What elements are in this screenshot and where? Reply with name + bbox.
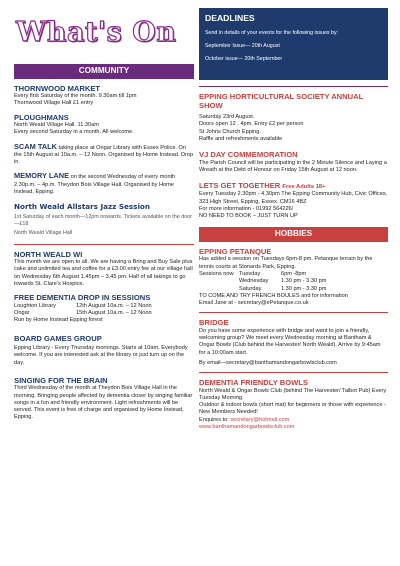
vj-day [199,150,388,174]
horticultural-line: Saturday 23rd August. [199,113,255,120]
scam-talk-heading: SCAM TALK [14,141,57,151]
dementia-place: Ongar [14,309,30,316]
bowls-email-link[interactable]: secretary@hotmail.com [230,416,290,423]
dementia-bowls [199,378,388,431]
horticultural-line: St Johns Church Epping. [199,128,261,135]
bowls-enquiries-label: Enquires to: [199,416,231,423]
dementia-when: 12th August 10a.m. – 12 Noon [76,302,152,309]
thornwood-market [14,84,194,108]
ploughmans-line: North Weald Village Hall. 11.30am [14,122,99,129]
thornwood-market-heading: THORNWOOD MARKET [14,83,101,93]
petanque-sessions [199,271,328,293]
together-line: For more information - 01992 564226/ [199,205,294,212]
right-column [199,8,388,431]
jazz-session-line: 1st Saturday of each month—12pm onwards. Tickets available on the door—£18 [14,213,192,227]
dementia-drop-in-footer: Run by Home Instead Epping forest [14,317,103,324]
north-weald-wi-text: This month we are open to all. We are having a Bring and Buy Sale plus cake and unlimited tea and coffee for a £3.00 entry fee at our village hall on Wednesday 6th August 1.45pm – 3.45 pm. Half of all takings to go towards St. Clare's Hospice. [14,259,193,287]
hobbies-banner: HOBBIES [199,227,388,242]
lets-get-together [199,181,388,220]
divider [199,86,388,87]
deadlines-heading: DEADLINES [205,13,255,23]
singing-heading: SINGING FOR THE BRAIN [14,375,108,385]
petanque-heading: EPPING PETANQUE [199,247,272,256]
table-row [199,286,328,293]
divider [14,244,194,245]
deadlines-intro: Send in details of your events for the following issues by: [205,30,339,37]
board-games-text: Epping Library - Every Thursday mornings. Starts at 10am. Everybody welcome. If you are interested ask at the library or just turn up on the day. [14,345,188,366]
together-line: NO NEED TO BOOK – JUST TURN UP [199,213,298,220]
together-subheading: Free Adults 18+ [282,184,326,191]
vj-day-text: The Parish Council will be participating in the 2 Minute Silence and Laying a Wreath at the Debt of Honour on Friday 15th August at 12 noon. [199,159,387,173]
horticultural-heading: EPPING HORTICULTURAL SOCIETY ANNUAL SHOW [199,92,364,111]
horticultural-show [199,92,388,143]
bridge-heading: BRIDGE [199,318,229,328]
bowls-heading: DEMENTIA FRIENDLY BOWLS [199,378,308,388]
left-column [14,8,194,422]
session-time: 1.30 pm - 3.30 pm [281,285,327,292]
session-day: Wednesday [239,278,269,285]
memory-lane-heading: MEMORY LANE [14,171,70,181]
bridge [199,318,388,367]
sessions-label: Sessions now [199,271,234,278]
horticultural-line: Raffle and refreshments available [199,135,283,142]
deadlines-box [199,8,388,80]
together-line: 323 High Street, Epping, Essex. CM16 4BZ [199,198,307,205]
table-row [199,271,328,278]
petanque-email[interactable]: Email Jane at - secretary@ePetanque.co.uk [199,300,309,307]
north-weald-wi-heading: NORTH WEALD WI [14,249,83,259]
dementia-drop-in-table [14,303,154,318]
ploughmans-line: Every second Saturday in a month. All welcome. [14,129,134,136]
together-heading: LETS GET TOGETHER [199,181,281,191]
together-line: Every Tuesday 2.30pm - 4.30pm The Epping Community Hub, Civic Offices, [199,191,388,198]
scam-talk-text: taking place at Ongar Library with Essex Police. On the 15th August at 10a.m. – 12 Noon. Organised by Home Instead. Drop in. [14,144,194,166]
jazz-session-line: North Weald Village Hall [14,229,73,236]
table-row [14,310,154,317]
together-heading-row [199,181,388,191]
bowls-line: North Weald & Ongar Bowls Club (behind The Harvester/ Talbot Pub) Every Tuesday Morning. [199,387,387,401]
table-row [199,278,328,285]
deadline-item: October issue— 20th September [205,55,283,62]
session-day: Tuesday [239,271,261,278]
scam-talk [14,142,194,167]
bowls-line: Outdoor & indoor bowls (short mat) for beginners or those with experience - New Members Needed! [199,402,386,416]
jazz-session-heading: North Weald Allstars Jazz Session [14,202,150,212]
board-games-heading: BOARD GAMES GROUP [14,333,102,343]
session-time: 6pm -8pm [281,271,307,278]
north-weald-wi [14,250,194,289]
bowls-enquiries [199,417,388,424]
memory-lane [14,171,194,196]
divider [199,312,388,313]
page-title: What's On [16,17,177,48]
thornwood-market-line: Every first Saturday of the month. 9.30am till 1pm [14,93,137,100]
memory-lane-text: on the second Wednesday of every month 2.30p.m. – 4p.m. Theydon Bois Village Hall. Organised by Home Instead, Epping. [14,174,176,196]
dementia-drop-in [14,293,194,324]
community-banner: COMMUNITY [14,64,194,79]
petanque-footer: TO COME AND TRY FRENCH BOULES and for information [199,292,348,299]
dementia-when: 15th August 10a.m. – 12 Noon [76,309,152,316]
bridge-email[interactable]: By email—secretary@banthamandongarbowlsclub.com [199,359,337,366]
thornwood-market-line: Thornwood Village Hall £1 entry [14,100,94,107]
dementia-drop-in-heading: FREE DEMENTIA DROP IN SESSIONS [14,293,151,303]
ploughmans-heading: PLOUGHMANS [14,112,69,122]
board-games [14,334,194,367]
petanque-intro: Has added a session on Tuesdays 6pm-8 pm. Petanque terrain by the tennis courts at Stonards Park, Epping. [199,256,373,270]
bowls-website-link[interactable]: www.banthamandongarbowlsclub.com [199,423,295,430]
deadline-item: September Issue— 20th August [205,43,280,50]
session-time: 1.30 pm - 3.30 pm [281,278,327,285]
ploughmans [14,113,194,137]
session-day: Saturday [239,285,262,292]
singing-text: Third Wednesday of the month at Theydon Bois Village Hall in the morning. Bringing people affected by dementia closer by singing familiar songs in a fun and friendly environment. Light refreshments will be served. This event is free of charge and organised by Home Instead, Epping. [14,385,193,421]
singing-for-the-brain [14,376,194,422]
divider [199,372,388,373]
jazz-session [14,202,194,236]
bridge-text: Do you have some experience with bridge and want to join a friendly, welcoming group? We meet every Wednesday morning at Bantham & Ongar Bowls (Club behind the Harvester/ North Weald). Arrive by 9:45am for a 10:00am start. [199,327,381,356]
table-row [14,303,154,310]
dementia-place: Loughton Library [14,302,56,309]
epping-petanque [199,247,388,307]
vj-day-heading: VJ DAY COMMEMORATION [199,150,298,160]
horticultural-line: Doors open 12 . 4pm. Entry £2 per person [199,121,304,128]
